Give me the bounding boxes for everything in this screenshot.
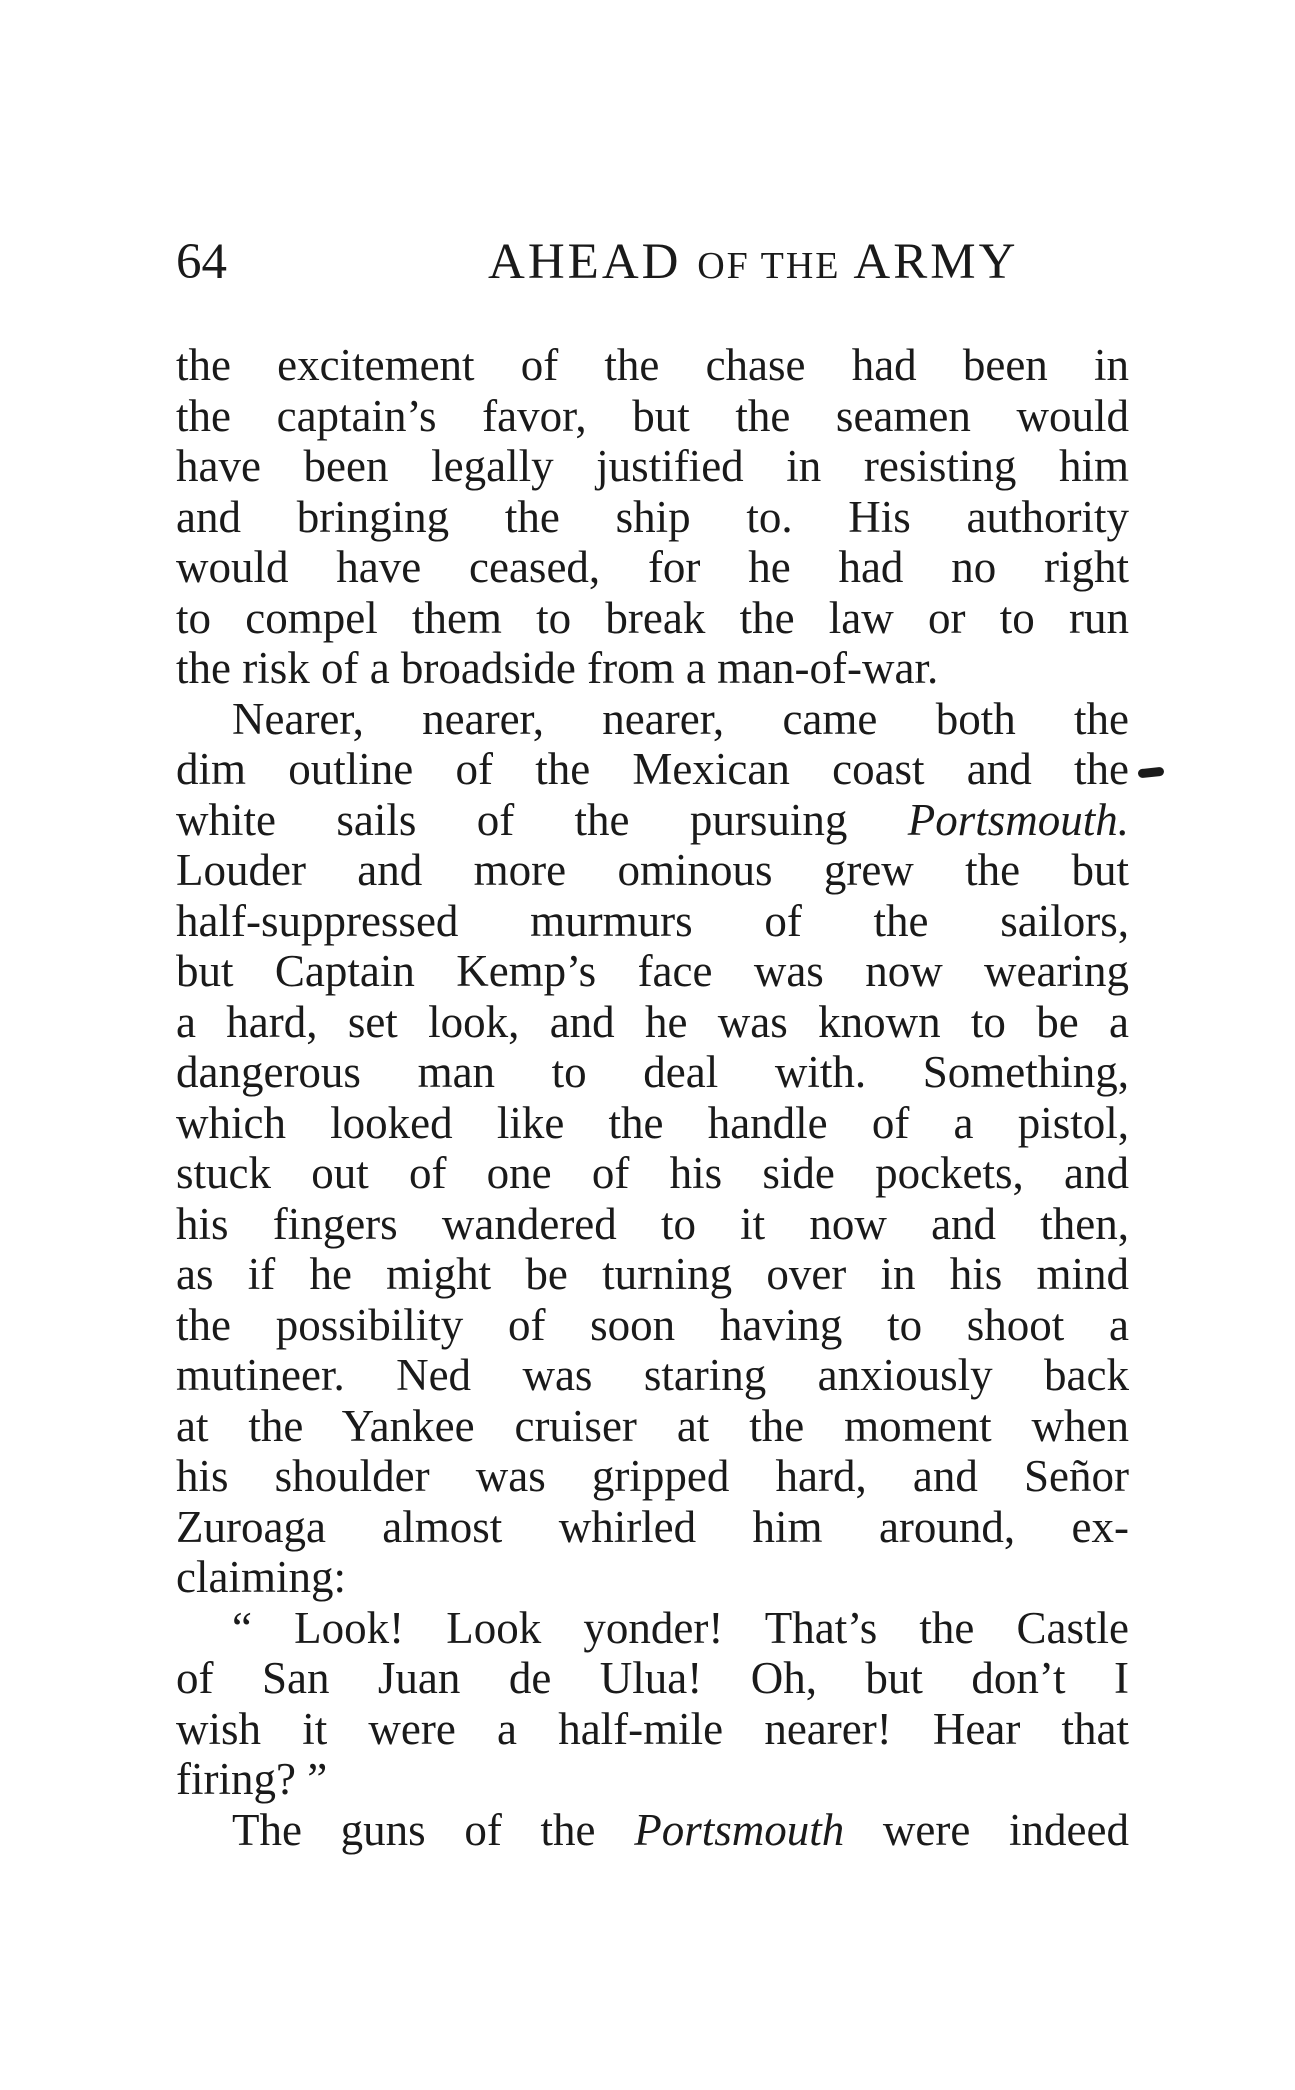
running-title-part: AHEAD xyxy=(488,234,698,290)
text-line: dangerous man to deal with. Something, xyxy=(176,1047,1129,1097)
text-line: as if he might be turning over in his mind xyxy=(176,1249,1129,1299)
text-line: to compel them to break the law or to run xyxy=(176,592,1129,643)
text-line: Zuroaga almost whirled him around, ex- xyxy=(176,1501,1129,1552)
page-number: 64 xyxy=(176,234,227,290)
text-line: the possibility of soon having to shoot a xyxy=(176,1299,1129,1350)
text-line: stuck out of one of his side pockets, and xyxy=(176,1148,1129,1198)
text-line: at the Yankee cruiser at the moment when xyxy=(176,1400,1129,1451)
page-header xyxy=(176,232,1129,292)
ink-blot-mark xyxy=(1138,767,1165,779)
text-line: Louder and more ominous grew the but xyxy=(176,845,1129,895)
running-title-part: ARMY xyxy=(840,234,1019,290)
text-line: the risk of a broadside from a man-of-war. xyxy=(176,643,939,693)
running-title xyxy=(488,232,1018,296)
text-segment: were indeed xyxy=(844,1804,1129,1855)
text-line: the excitement of the chase had been in xyxy=(176,340,1129,390)
text-line: would have ceased, for he had no right xyxy=(176,542,1129,592)
text-line: a hard, set look, and he was known to be a xyxy=(176,996,1129,1047)
text-line: his shoulder was gripped hard, and Señor xyxy=(176,1451,1129,1501)
text-line: his fingers wandered to it now and then, xyxy=(176,1198,1129,1249)
text-line xyxy=(176,1805,1129,1856)
text-segment: white sails of the pursuing xyxy=(176,794,908,845)
text-line: wish it were a half-mile nearer! Hear that xyxy=(176,1703,1129,1754)
text-line: dim outline of the Mexican coast and the xyxy=(176,744,1129,794)
text-segment: The guns of the xyxy=(232,1804,635,1855)
text-line: half-suppressed murmurs of the sailors, xyxy=(176,895,1129,946)
text-line: which looked like the handle of a pistol, xyxy=(176,1097,1129,1148)
text-line: but Captain Kemp’s face was now wearing xyxy=(176,946,1129,996)
text-line: Nearer, nearer, nearer, came both the xyxy=(232,693,1129,744)
text-line: the captain’s favor, but the seamen would xyxy=(176,390,1129,441)
running-title-part: OF THE xyxy=(697,245,841,287)
text-line: mutineer. Ned was staring anxiously back xyxy=(176,1350,1129,1400)
body-text xyxy=(176,340,1129,1855)
text-line xyxy=(176,795,1129,846)
text-line: “ Look! Look yonder! That’s the Castle xyxy=(232,1602,1129,1653)
text-line: have been legally justified in resisting him xyxy=(176,441,1129,491)
text-line: firing? ” xyxy=(176,1754,328,1804)
text-line: of San Juan de Ulua! Oh, but don’t I xyxy=(176,1653,1129,1703)
text-line: and bringing the ship to. His authority xyxy=(176,491,1129,542)
ship-name: Portsmouth. xyxy=(907,794,1129,845)
text-line: claiming: xyxy=(176,1552,346,1602)
ship-name: Portsmouth xyxy=(634,1804,845,1855)
